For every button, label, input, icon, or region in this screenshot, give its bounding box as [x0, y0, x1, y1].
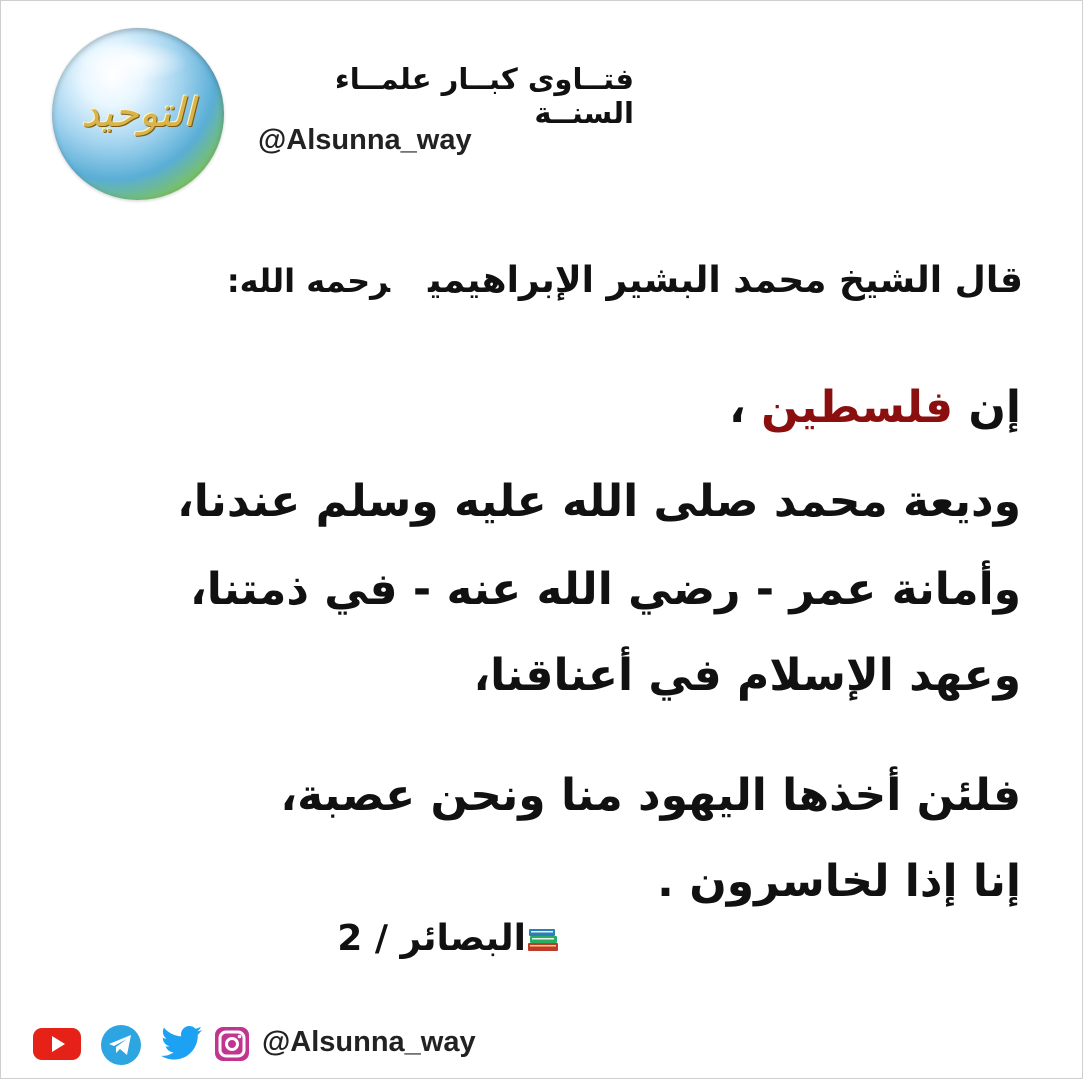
honorific: رحمه الله: — [226, 262, 391, 300]
quote-line-3: وأمانة عمر - رضي الله عنه - في ذمتنا، — [189, 564, 1021, 615]
quote-line-6: إنا إذا لخاسرون . — [657, 856, 1021, 907]
youtube-icon[interactable] — [32, 1026, 82, 1062]
quote-line-1 — [41, 382, 1021, 433]
books-icon — [526, 927, 560, 953]
palestine-highlight: فلسطين — [761, 382, 954, 433]
source-reference — [300, 918, 560, 959]
logo-text: التوحيد — [81, 90, 195, 136]
logo-shine — [78, 42, 188, 82]
line1-suffix: ، — [729, 382, 746, 433]
quote-line-5: فلئن أخذها اليهود منا ونحن عصبة، — [280, 770, 1021, 821]
line1-prefix: إن — [968, 382, 1021, 433]
source-text: البصائر / 2 — [337, 918, 526, 959]
telegram-icon[interactable] — [100, 1024, 142, 1066]
tawheed-logo — [52, 28, 224, 200]
quote-line-4: وعهد الإسلام في أعناقنا، — [473, 650, 1021, 701]
quote-line-2: وديعة محمد صلى الله عليه وسلم عندنا، — [177, 476, 1021, 527]
quote-attribution — [63, 260, 1023, 301]
twitter-icon[interactable] — [160, 1024, 204, 1064]
account-handle[interactable]: @Alsunna_way — [258, 124, 472, 156]
footer-handle[interactable]: @Alsunna_way — [262, 1026, 476, 1058]
account-title: فتــاوى كبــار علمــاء السنــة — [334, 62, 634, 130]
instagram-icon[interactable] — [214, 1026, 250, 1062]
scholar-name: قال الشيخ محمد البشير الإبراهيمي — [428, 260, 1023, 301]
